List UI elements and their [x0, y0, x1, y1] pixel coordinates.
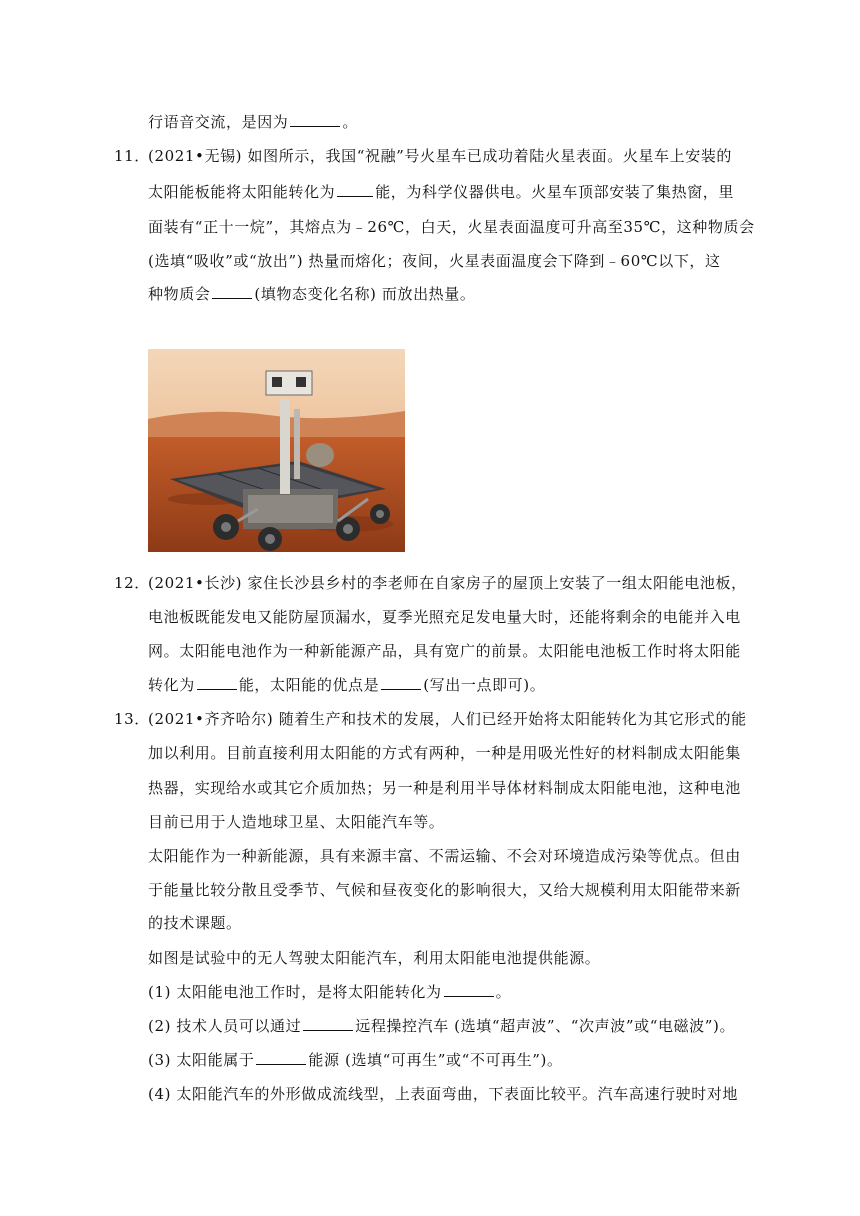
text-segment: 。: [495, 983, 512, 1001]
text-line: [148, 182, 734, 202]
text-segment: 太阳能板能将太阳能转化为: [148, 183, 336, 201]
text-line: (2021•长沙) 家住长沙县乡村的李老师在自家房子的屋顶上安装了一组太阳能电池板，: [148, 574, 747, 592]
text-segment: 行语音交流，是因为: [148, 113, 289, 131]
text-line: (2021•无锡) 如图所示，我国“祝融”号火星车已成功着陆火星表面。火星车上安装的: [148, 147, 733, 165]
text-line: 于能量比较分散且受季节、气候和昼夜变化的影响很大，又给大规模利用太阳能带来新: [148, 881, 741, 899]
text-segment: 能，为科学仪器供电。火星车顶部安装了集热窗，里: [375, 183, 735, 201]
text-line: 面装有“正十一烷”，其熔点为﹣26℃，白天，火星表面温度可升高至35℃，这种物质会: [148, 218, 755, 236]
text-line: [148, 284, 475, 304]
text-line: [148, 1016, 735, 1036]
answer-blank[interactable]: [337, 182, 373, 197]
text-segment: 远程操控汽车 (选填“超声波”、“次声波”或“电磁波”)。: [355, 1017, 736, 1035]
text-line: 太阳能作为一种新能源，具有来源丰富、不需运输、不会对环境造成污染等优点。但由: [148, 847, 741, 865]
text-segment: 转化为: [148, 676, 195, 694]
question-number: 13．: [114, 710, 150, 728]
text-line: 网。太阳能电池作为一种新能源产品，具有宽广的前景。太阳能电池板工作时将太阳能: [148, 642, 741, 660]
text-line: 热器，实现给水或其它介质加热；另一种是利用半导体材料制成太阳能电池，这种电池: [148, 779, 741, 797]
text-segment: (1) 太阳能电池工作时，是将太阳能转化为: [148, 983, 442, 1001]
text-line: 目前已用于人造地球卫星、太阳能汽车等。: [148, 813, 445, 831]
text-segment: (填物态变化名称) 而放出热量。: [254, 285, 476, 303]
answer-blank[interactable]: [444, 982, 494, 997]
text-line: (2021•齐齐哈尔) 随着生产和技术的发展，人们已经开始将太阳能转化为其它形式的能: [148, 710, 747, 728]
text-line: [148, 112, 358, 132]
text-line: [148, 982, 511, 1002]
text-segment: (2) 技术人员可以通过: [148, 1017, 302, 1035]
text-line: [148, 675, 545, 695]
question-number: 12．: [114, 574, 150, 592]
text-line: 加以利用。目前直接利用太阳能的方式有两种，一种是用吸光性好的材料制成太阳能集: [148, 744, 741, 762]
text-segment: 能，太阳能的优点是: [238, 676, 380, 694]
text-segment: 种物质会: [148, 285, 211, 303]
text-segment: 能源 (选填“可再生”或“不可再生”)。: [308, 1051, 563, 1069]
answer-blank[interactable]: [197, 675, 237, 690]
question-number: 11．: [114, 147, 150, 165]
text-segment: (3) 太阳能属于: [148, 1051, 255, 1069]
answer-blank[interactable]: [256, 1050, 306, 1065]
text-line: (4) 太阳能汽车的外形做成流线型，上表面弯曲，下表面比较平。汽车高速行驶时对地: [148, 1085, 739, 1103]
answer-blank[interactable]: [381, 675, 421, 690]
answer-blank[interactable]: [303, 1016, 353, 1031]
answer-blank[interactable]: [290, 112, 340, 127]
text-line: 如图是试验中的无人驾驶太阳能汽车，利用太阳能电池提供能源。: [148, 949, 601, 967]
text-line: [148, 1050, 563, 1070]
answer-blank[interactable]: [212, 284, 252, 299]
text-line: 电池板既能发电又能防屋顶漏水，夏季光照充足发电量大时，还能将剩余的电能并入电: [148, 608, 741, 626]
text-segment: (写出一点即可)。: [423, 676, 546, 694]
text-segment: 。: [342, 113, 359, 131]
text-line: 的技术课题。: [148, 914, 242, 932]
mars-rover-photo: [148, 349, 405, 552]
text-line: (选填“吸收”或“放出”) 热量而熔化；夜间，火星表面温度会下降到﹣60℃以下，这: [148, 252, 721, 270]
